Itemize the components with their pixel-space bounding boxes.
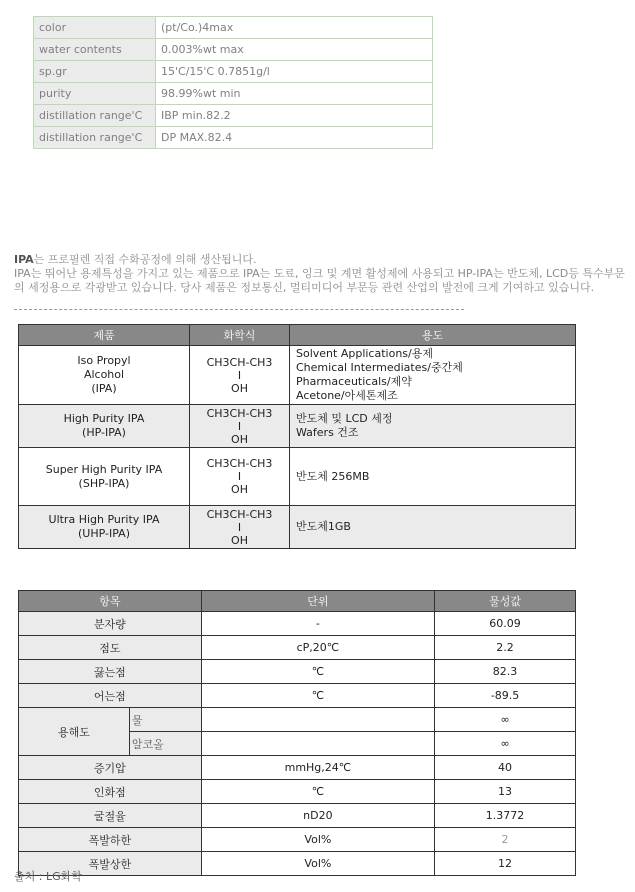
product-row-shp-ipa — [19, 448, 576, 506]
header-item: 항목 — [19, 591, 202, 612]
products-table — [18, 324, 576, 549]
property-row — [19, 804, 576, 828]
property-row — [19, 852, 576, 876]
property-unit: cP,20℃ — [201, 636, 434, 660]
property-item: 폭발하한 — [19, 828, 202, 852]
property-unit — [201, 732, 434, 756]
dashed-divider — [14, 309, 464, 310]
header-product: 제품 — [19, 325, 190, 346]
spec-value: IBP min.82.2 — [156, 105, 433, 127]
properties-table — [18, 590, 576, 876]
intro-line-1-text: 는 프로필렌 직접 수화공정에 의해 생산됩니다. — [33, 253, 257, 266]
spec-label: color — [34, 17, 156, 39]
formula-line: I — [237, 520, 242, 534]
use-line: 반도체 및 LCD 세정 — [296, 412, 393, 425]
product-name-line: High Purity IPA — [63, 412, 145, 425]
header-formula: 화학식 — [190, 325, 290, 346]
use-line: Wafers 건조 — [296, 426, 359, 439]
property-value: 1.3772 — [435, 804, 576, 828]
property-item: 인화점 — [19, 780, 202, 804]
use-line: Pharmaceuticals/제약 — [296, 375, 412, 388]
property-unit: nD20 — [201, 804, 434, 828]
intro-paragraph — [14, 253, 626, 295]
formula-line: OH — [231, 533, 248, 547]
property-item: 분자량 — [19, 612, 202, 636]
formula-line: I — [237, 368, 242, 382]
spec-row — [34, 39, 433, 61]
formula-line: CH3CH-CH3 — [206, 457, 273, 470]
property-subitem: 알코올 — [129, 732, 201, 756]
property-item: 굴절율 — [19, 804, 202, 828]
header-value: 물성값 — [435, 591, 576, 612]
formula-line: CH3CH-CH3 — [206, 406, 273, 420]
chemical-formula — [190, 346, 290, 405]
spec-table — [33, 16, 433, 149]
spec-row — [34, 105, 433, 127]
use-line: 반도체1GB — [296, 520, 351, 533]
property-value: ∞ — [435, 708, 576, 732]
formula-line: CH3CH-CH3 — [206, 507, 273, 521]
spec-label: water contents — [34, 39, 156, 61]
formula-line: OH — [231, 483, 248, 496]
property-value: 40 — [435, 756, 576, 780]
product-name-line: (UHP-IPA) — [78, 527, 130, 540]
property-item: 점도 — [19, 636, 202, 660]
property-row — [19, 660, 576, 684]
property-item: 폭발상한 — [19, 852, 202, 876]
product-uses — [290, 346, 576, 405]
property-value: 12 — [435, 852, 576, 876]
product-name-line: (SHP-IPA) — [78, 476, 130, 490]
product-row-hp-ipa — [19, 405, 576, 448]
header-use: 용도 — [290, 325, 576, 346]
intro-ipa-bold: IPA — [14, 253, 34, 266]
use-line: Chemical Intermediates/중간체 — [296, 361, 463, 374]
chemical-formula — [190, 405, 290, 448]
product-name — [19, 346, 190, 405]
property-value: 82.3 — [435, 660, 576, 684]
spec-value: 15'C/15'C 0.7851g/l — [156, 61, 433, 83]
property-unit — [201, 708, 434, 732]
property-unit: mmHg,24℃ — [201, 756, 434, 780]
spec-value: (pt/Co.)4max — [156, 17, 433, 39]
product-uses — [290, 506, 576, 549]
property-row — [19, 780, 576, 804]
property-row — [19, 612, 576, 636]
property-row-solubility — [19, 708, 576, 732]
property-value: 2 — [435, 828, 576, 852]
spec-row — [34, 17, 433, 39]
use-line: Acetone/아세톤제조 — [296, 389, 398, 402]
spec-label: sp.gr — [34, 61, 156, 83]
spec-row — [34, 127, 433, 149]
product-name-line: (HP-IPA) — [82, 426, 126, 439]
chemical-formula — [190, 506, 290, 549]
use-line: Solvent Applications/용제 — [296, 347, 433, 360]
property-unit: Vol% — [201, 852, 434, 876]
properties-header-row — [19, 591, 576, 612]
spec-label: distillation range'C — [34, 105, 156, 127]
formula-line: OH — [231, 381, 248, 395]
product-name-line: (IPA) — [91, 382, 117, 395]
product-name-line: Iso Propyl — [77, 354, 131, 367]
spec-row — [34, 83, 433, 105]
property-unit: Vol% — [201, 828, 434, 852]
formula-line: I — [237, 419, 242, 433]
product-uses — [290, 405, 576, 448]
property-subitem: 물 — [129, 708, 201, 732]
spec-value: DP MAX.82.4 — [156, 127, 433, 149]
product-name-line: Alcohol — [83, 368, 125, 381]
property-row — [19, 684, 576, 708]
property-item: 끓는점 — [19, 660, 202, 684]
property-value: 60.09 — [435, 612, 576, 636]
header-unit: 단위 — [201, 591, 434, 612]
products-header-row — [19, 325, 576, 346]
spec-value: 98.99%wt min — [156, 83, 433, 105]
source-note: 출처 : LG화학 — [14, 870, 82, 883]
property-row — [19, 756, 576, 780]
property-value: 2.2 — [435, 636, 576, 660]
property-item: 용해도 — [19, 708, 130, 756]
product-name-line: Super High Purity IPA — [45, 462, 163, 476]
product-name — [19, 448, 190, 506]
property-unit: ℃ — [201, 684, 434, 708]
spec-value: 0.003%wt max — [156, 39, 433, 61]
product-row-ipa — [19, 346, 576, 405]
property-item: 증기압 — [19, 756, 202, 780]
formula-line: OH — [231, 432, 248, 446]
spec-label: distillation range'C — [34, 127, 156, 149]
product-name-line: Ultra High Purity IPA — [48, 513, 160, 526]
use-line: 반도체 256MB — [296, 469, 370, 483]
property-row — [19, 636, 576, 660]
formula-line: I — [237, 470, 242, 483]
property-value: -89.5 — [435, 684, 576, 708]
property-row — [19, 828, 576, 852]
intro-line-1 — [14, 253, 626, 267]
product-name — [19, 405, 190, 448]
property-value: ∞ — [435, 732, 576, 756]
property-item: 어는점 — [19, 684, 202, 708]
product-row-uhp-ipa — [19, 506, 576, 549]
intro-line-2: IPA는 뛰어난 용제특성을 가지고 있는 제품으로 IPA는 도료, 잉크 및 계면 활성제에 사용되고 HP-IPA는 반도체, LCD등 특수부문의 세정용으로 각광받고 있습니다. 당사 제품은 정보통신, 멀티미디어 부문등 관련 산업의 발전에 크게 기여하고 있습니다. — [14, 267, 625, 294]
product-uses — [290, 448, 576, 506]
property-unit: - — [201, 612, 434, 636]
chemical-formula — [190, 448, 290, 506]
formula-line: CH3CH-CH3 — [206, 355, 273, 369]
property-value: 13 — [435, 780, 576, 804]
spec-label: purity — [34, 83, 156, 105]
property-unit: ℃ — [201, 780, 434, 804]
spec-row — [34, 61, 433, 83]
product-name — [19, 506, 190, 549]
property-unit: ℃ — [201, 660, 434, 684]
